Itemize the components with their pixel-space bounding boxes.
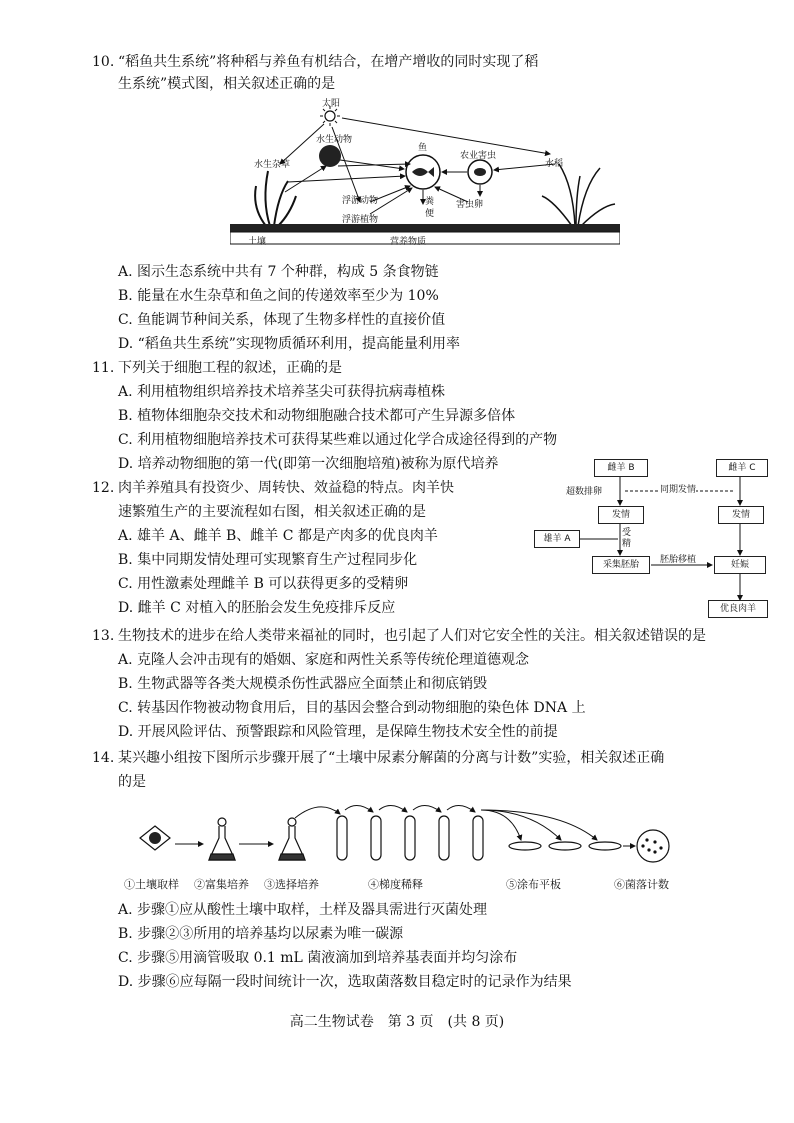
spread-plates-icon bbox=[509, 842, 621, 850]
step-5-label: ⑤涂布平板 bbox=[506, 878, 561, 891]
q12-option-b: B. 集中同期发情处理可实现繁育生产过程同步化 bbox=[118, 552, 418, 568]
q10-option-d: D. “稻鱼共生系统”实现物质循环利用，提高能量利用率 bbox=[118, 336, 460, 352]
q14-stem-line2: 的是 bbox=[118, 774, 146, 790]
step-2-label: ②富集培养 bbox=[194, 878, 249, 891]
q11-option-a: A. 利用植物组织培养技术培养茎尖可获得抗病毒植株 bbox=[118, 384, 446, 400]
q14-procedure-diagram bbox=[115, 796, 675, 876]
q10-ecosystem-diagram bbox=[230, 94, 620, 252]
q14-option-b: B. 步骤②③所用的培养基均以尿素为唯一碳源 bbox=[118, 926, 404, 942]
aquatic-animal-icon bbox=[319, 145, 341, 167]
step-3-label: ③选择培养 bbox=[264, 878, 319, 891]
step-6-label: ⑥菌落计数 bbox=[614, 878, 669, 891]
label-aquatic-animal: 水生动物 bbox=[316, 135, 353, 145]
q11-option-b: B. 植物体细胞杂交技术和动物细胞融合技术都可产生异源多倍体 bbox=[118, 408, 516, 424]
label-sun: 太阳 bbox=[322, 99, 341, 109]
label-pest: 农业害虫 bbox=[460, 151, 497, 161]
q10-stem-line1: “稻鱼共生系统”将种稻与养鱼有机结合，在增产增收的同时实现了稻 bbox=[118, 54, 539, 70]
q10-option-b: B. 能量在水生杂草和鱼之间的传递效率至少为 10% bbox=[118, 288, 439, 304]
label-pest-egg: 害虫卵 bbox=[456, 200, 484, 210]
enrichment-flask-icon bbox=[209, 818, 235, 860]
colony-count-icon bbox=[637, 830, 669, 862]
q12-option-d: D. 雌羊 C 对植入的胚胎会发生免疫排斥反应 bbox=[118, 600, 396, 616]
q14-option-a: A. 步骤①应从酸性土壤中取样，土样及器具需进行灭菌处理 bbox=[118, 902, 488, 918]
page-footer: 高二生物试卷 第 3 页 (共 8 页) bbox=[289, 1014, 505, 1030]
sun-icon bbox=[320, 106, 340, 126]
q13-option-b: B. 生物武器等各类大规模杀伤性武器应全面禁止和彻底销毁 bbox=[118, 676, 488, 692]
label-phytoplankton: 浮游植物 bbox=[342, 215, 379, 225]
q13-number: 13. bbox=[92, 628, 115, 644]
rice-plant-icon bbox=[542, 164, 615, 226]
label-fish: 鱼 bbox=[418, 143, 428, 153]
box-collect-embryo: 采集胚胎 bbox=[592, 556, 650, 574]
box-ram-a: 雄羊 A bbox=[534, 530, 580, 548]
label-feces: 粪便 bbox=[425, 197, 435, 219]
label-zooplankton: 浮游动物 bbox=[342, 196, 379, 206]
q10-option-a: A. 图示生态系统中共有 7 个种群，构成 5 条食物链 bbox=[118, 264, 439, 280]
q14-option-c: C. 步骤⑤用滴管吸取 0.1 mL 菌液滴加到培养基表面并均匀涂布 bbox=[118, 950, 518, 966]
q14-stem-line1: 某兴趣小组按下图所示步骤开展了“土壤中尿素分解菌的分离与计数”实验，相关叙述正确 bbox=[118, 750, 665, 766]
q14-number: 14. bbox=[92, 750, 115, 766]
box-ewe-b: 雌羊 B bbox=[594, 459, 648, 477]
q12-number: 12. bbox=[92, 480, 115, 496]
label-weed: 水生杂草 bbox=[254, 160, 291, 170]
box-estrus-b: 发情 bbox=[598, 506, 644, 524]
box-pregnancy: 妊娠 bbox=[714, 556, 766, 574]
selection-flask-icon bbox=[279, 818, 305, 860]
q10-number: 10. bbox=[92, 54, 115, 70]
q10-stem-line2: 生系统”模式图，相关叙述正确的是 bbox=[118, 76, 336, 92]
soil-sample-icon bbox=[140, 826, 170, 850]
q14-option-d: D. 步骤⑥应每隔一段时间统计一次，选取菌落数目稳定时的记录作为结果 bbox=[118, 974, 572, 990]
q13-option-a: A. 克隆人会冲击现有的婚姻、家庭和两性关系等传统伦理道德观念 bbox=[118, 652, 530, 668]
label-sync-estrus: 同期发情 bbox=[660, 482, 696, 495]
q13-option-c: C. 转基因作物被动物食用后，目的基因会整合到动物细胞的染色体 DNA 上 bbox=[118, 700, 586, 716]
step-1-label: ①土壤取样 bbox=[124, 878, 179, 891]
box-ewe-c: 雌羊 C bbox=[716, 459, 768, 477]
q13-stem: 生物技术的进步在给人类带来福祉的同时，也引起了人们对它安全性的关注。相关叙述错误的是 bbox=[118, 628, 706, 644]
step-4-label: ④梯度稀释 bbox=[368, 878, 423, 891]
label-nutrients: 营养物质 bbox=[390, 237, 427, 247]
label-superovulation: 超数排卵 bbox=[566, 487, 603, 497]
q12-stem-line2: 速繁殖生产的主要流程如右图，相关叙述正确的是 bbox=[118, 504, 426, 520]
box-estrus-c: 发情 bbox=[718, 506, 764, 524]
q11-stem: 下列关于细胞工程的叙述，正确的是 bbox=[118, 360, 342, 376]
weed-plant-icon bbox=[255, 171, 296, 226]
q12-option-a: A. 雄羊 A、雌羊 B、雌羊 C 都是产肉多的优良肉羊 bbox=[118, 528, 438, 544]
label-rice: 水稻 bbox=[545, 159, 564, 169]
label-soil: 土壤 bbox=[248, 237, 267, 247]
label-embryo-transfer: 胚胎移植 bbox=[660, 555, 697, 565]
q11-option-c: C. 利用植物细胞培养技术可获得某些难以通过化学合成途径得到的产物 bbox=[118, 432, 558, 448]
label-mating: 受精 bbox=[622, 528, 632, 549]
dilution-tubes-icon bbox=[337, 816, 483, 860]
q12-option-c: C. 用性激素处理雌羊 B 可以获得更多的受精卵 bbox=[118, 576, 409, 592]
q11-number: 11. bbox=[92, 360, 115, 376]
box-good-sheep: 优良肉羊 bbox=[708, 600, 768, 618]
q12-stem-line1: 肉羊养殖具有投资少、周转快、效益稳的特点。肉羊快 bbox=[118, 480, 454, 496]
q11-option-d: D. 培养动物细胞的第一代(即第一次细胞培殖)被称为原代培养 bbox=[118, 456, 499, 472]
q13-option-d: D. 开展风险评估、预警跟踪和风险管理，是保障生物技术安全性的前提 bbox=[118, 724, 558, 740]
q10-option-c: C. 鱼能调节种间关系，体现了生物多样性的直接价值 bbox=[118, 312, 446, 328]
